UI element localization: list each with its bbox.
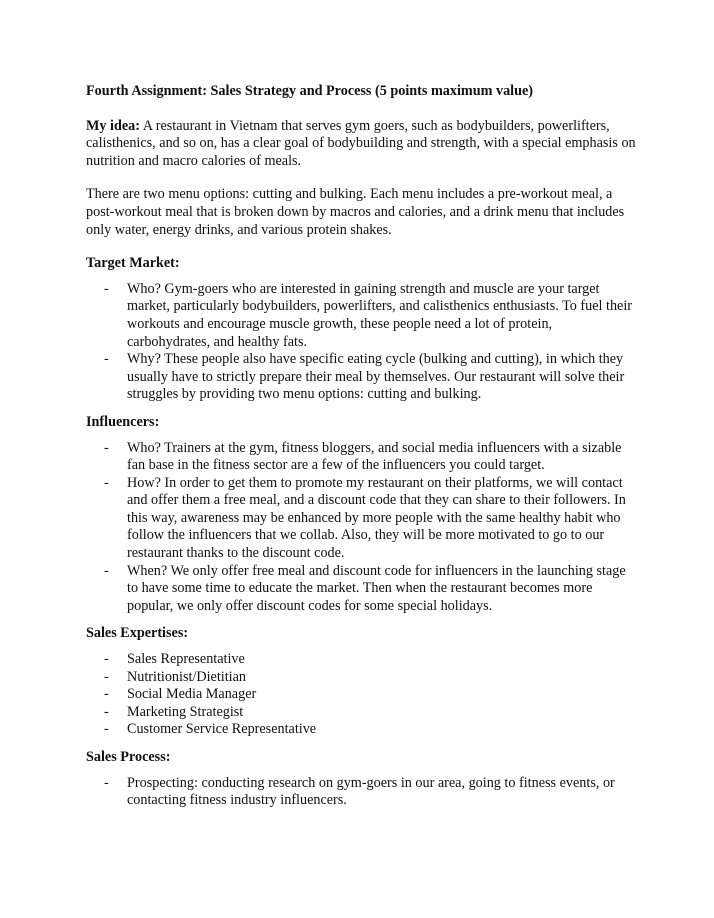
list-item-text: Prospecting: conducting research on gym-goers in our area, going to fitness events, or contacting fitness industry influencers. xyxy=(127,774,615,809)
list-item xyxy=(86,563,638,616)
dash-bullet: - xyxy=(104,474,109,491)
list-item-text: Nutritionist/Dietitian xyxy=(127,668,247,685)
list-item xyxy=(86,775,638,810)
dash-bullet: - xyxy=(104,562,109,579)
list-item-text: Customer Service Representative xyxy=(127,721,317,738)
list-item xyxy=(86,440,638,475)
dash-bullet: - xyxy=(104,280,109,297)
idea-paragraph xyxy=(86,118,638,171)
document-page xyxy=(86,83,638,820)
sales-process-list xyxy=(86,775,638,810)
sales-expertises-heading: Sales Expertises: xyxy=(86,625,189,642)
list-item-text: Sales Representative xyxy=(127,651,245,668)
list-item-text: Who? Trainers at the gym, fitness bloggers, and social media influencers with a sizable fan base in the fitness sector are a few of the influencers you could target. xyxy=(127,439,622,474)
list-item xyxy=(86,475,638,563)
dash-bullet: - xyxy=(104,721,109,738)
dash-bullet: - xyxy=(104,439,109,456)
list-item xyxy=(86,651,638,669)
dash-bullet: - xyxy=(104,686,109,703)
idea-lead: My idea: xyxy=(86,117,140,134)
dash-bullet: - xyxy=(104,651,109,668)
assignment-title: Fourth Assignment: Sales Strategy and Process (5 points maximum value) xyxy=(86,83,534,99)
influencers-heading: Influencers: xyxy=(86,413,160,430)
menu-paragraph: There are two menu options: cutting and bulking. Each menu includes a pre-workout meal, a post-workout meal that is broken down by macros and calories, and a drink menu that includes only water, energy drinks, and various protein shakes. xyxy=(86,186,625,238)
list-item xyxy=(86,669,638,687)
dash-bullet: - xyxy=(104,668,109,685)
list-item-text: Social Media Manager xyxy=(127,686,257,703)
sales-process-heading: Sales Process: xyxy=(86,749,171,765)
influencers-list xyxy=(86,440,638,616)
list-item-text: When? We only offer free meal and discount code for influencers in the launching stage to have some time to educate the market. Then when the restaurant becomes more popular, we only offer discount codes for some special holidays. xyxy=(127,562,626,614)
target-market-list xyxy=(86,281,638,404)
dash-bullet: - xyxy=(104,703,109,720)
list-item xyxy=(86,721,638,739)
sales-expertises-list xyxy=(86,651,638,739)
list-item-text: Who? Gym-goers who are interested in gaining strength and muscle are your target market, particularly bodybuilders, powerlifters, and calisthenics enthusiasts. To fuel their workouts and encourage muscle growth, these people need a lot of protein, carbohydrates, and healthy fats. xyxy=(127,280,633,350)
target-market-heading: Target Market: xyxy=(86,255,180,272)
list-item xyxy=(86,351,638,404)
list-item-text: Why? These people also have specific eating cycle (bulking and cutting), in which they usually have to strictly prepare their meal by themselves. Our restaurant will solve their struggles by providing two menu options: cutting and bulking. xyxy=(127,351,625,403)
list-item-text: How? In order to get them to promote my restaurant on their platforms, we will contact and offer them a free meal, and a discount code that they can share to their followers. In this way, awareness may be enhanced by more people with the same healthy habit who follow the influencers that we collab. Also, they will be more motivated to go to our restaurant thanks to the discount code. xyxy=(127,474,626,562)
idea-text: A restaurant in Vietnam that serves gym goers, such as bodybuilders, powerlifters, calisthenics, and so on, has a clear goal of bodybuilding and strength, with a special emphasis on nutrition and macro calories of meals. xyxy=(86,117,636,169)
list-item xyxy=(86,704,638,722)
list-item xyxy=(86,281,638,351)
dash-bullet: - xyxy=(104,351,109,368)
list-item xyxy=(86,686,638,704)
dash-bullet: - xyxy=(104,774,109,791)
list-item-text: Marketing Strategist xyxy=(127,703,244,720)
